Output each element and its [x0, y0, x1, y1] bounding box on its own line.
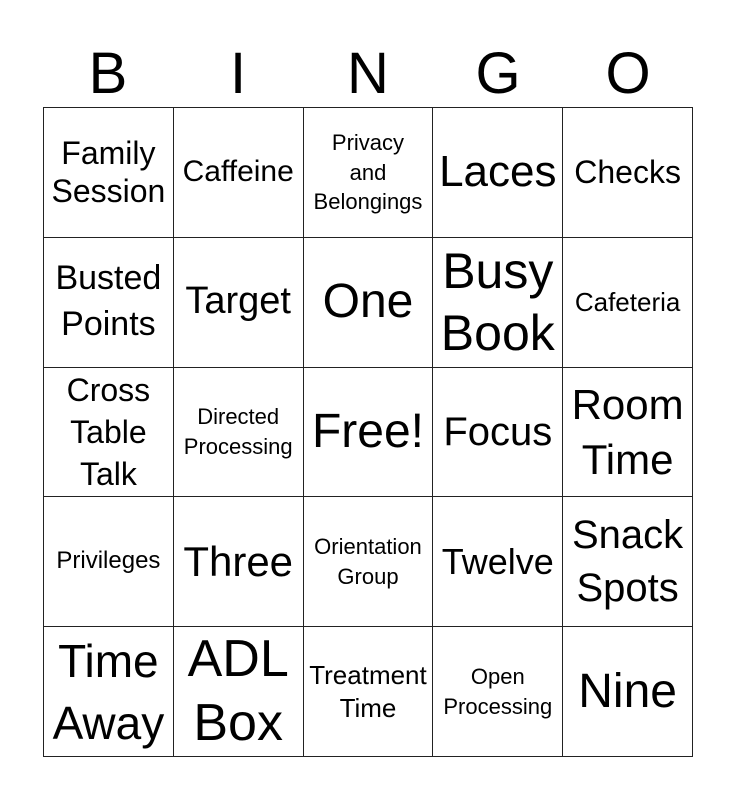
bingo-cell[interactable]	[44, 238, 174, 368]
bingo-cell[interactable]	[174, 368, 304, 498]
bingo-cell[interactable]	[433, 627, 563, 757]
bingo-cell[interactable]	[304, 108, 434, 238]
bingo-cell[interactable]	[174, 108, 304, 238]
bingo-cell-label: Snack Spots	[572, 512, 684, 610]
bingo-cell[interactable]	[433, 497, 563, 627]
bingo-cell[interactable]	[563, 497, 693, 627]
bingo-cell-label: Privacy and Belongings	[313, 129, 423, 215]
bingo-cell[interactable]	[174, 497, 304, 627]
bingo-cell[interactable]	[563, 238, 693, 368]
bingo-cell-label: ADL Box	[187, 630, 289, 752]
header-letter-n: N	[347, 41, 389, 106]
bingo-cell-label: Free!	[311, 405, 424, 459]
bingo-cell-label: Three	[183, 537, 294, 585]
bingo-cell[interactable]	[174, 238, 304, 368]
bingo-cell[interactable]	[174, 627, 304, 757]
header-letter-b: B	[88, 41, 128, 106]
bingo-cell-label: Treatment Time	[309, 660, 427, 723]
bingo-cell[interactable]	[433, 108, 563, 238]
bingo-cell-label: Target	[185, 280, 291, 323]
bingo-cell[interactable]	[44, 627, 174, 757]
bingo-cell-label: Orientation Group	[314, 534, 422, 589]
bingo-cell[interactable]	[563, 627, 693, 757]
bingo-cell-label: Directed Processing	[183, 404, 293, 459]
bingo-cell-label: Room Time	[571, 380, 684, 483]
bingo-cell-label: Checks	[574, 154, 681, 191]
bingo-header	[43, 40, 693, 108]
bingo-cell-label: Busy Book	[440, 242, 555, 362]
bingo-cell[interactable]	[433, 368, 563, 498]
bingo-cell[interactable]	[304, 497, 434, 627]
bingo-grid	[43, 107, 693, 757]
bingo-cell-label: Privileges	[56, 547, 161, 575]
bingo-cell[interactable]	[44, 368, 174, 498]
header-letter-o: O	[605, 41, 651, 106]
bingo-cell[interactable]	[44, 108, 174, 238]
bingo-cell-label: Open Processing	[443, 663, 553, 719]
bingo-cell[interactable]	[563, 108, 693, 238]
bingo-cell[interactable]	[563, 368, 693, 498]
header-letter-i: I	[229, 41, 247, 106]
bingo-cell-label: One	[322, 275, 414, 329]
bingo-cell[interactable]	[304, 238, 434, 368]
bingo-cell-label: Busted Points	[55, 259, 162, 344]
bingo-cell-label: Nine	[578, 664, 677, 718]
bingo-cell-label: Family Session	[51, 135, 166, 210]
bingo-cell[interactable]	[44, 497, 174, 627]
bingo-cell-label: Twelve	[441, 541, 554, 583]
bingo-cell-label: Focus	[443, 409, 553, 454]
bingo-cell-label: Cafeteria	[574, 286, 681, 317]
bingo-cell-label: Laces	[439, 147, 557, 196]
bingo-cell-label: Time Away	[52, 634, 165, 749]
bingo-cell[interactable]	[304, 627, 434, 757]
bingo-cell-label: Caffeine	[182, 155, 294, 189]
bingo-cell-label: Cross Table Talk	[66, 371, 151, 493]
bingo-cell[interactable]	[304, 368, 434, 498]
bingo-cell[interactable]	[433, 238, 563, 368]
header-letter-g: G	[475, 41, 521, 106]
